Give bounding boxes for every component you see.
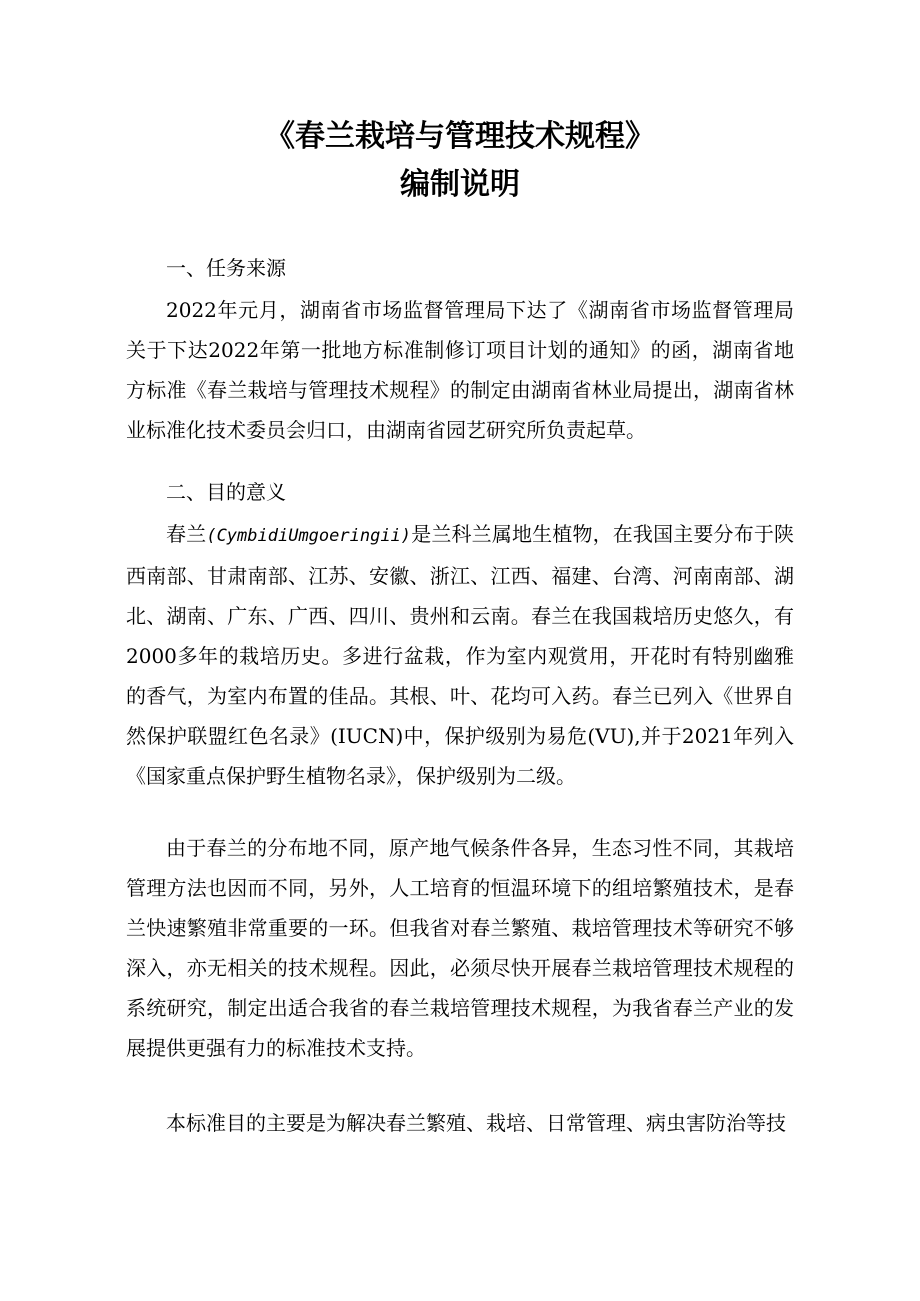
section-heading-purpose: 二、目的意义 xyxy=(166,480,286,504)
document-title: 《春兰栽培与管理技术规程》 xyxy=(265,119,655,154)
paragraph-purpose-goal: 本标准目的主要是为解决春兰繁殖、栽培、日常管理、病虫害防治等技 xyxy=(166,1111,786,1135)
section-heading-task-source: 一、任务来源 xyxy=(166,256,286,280)
paragraph-purpose-need: 由于春兰的分布地不同，原产地气候条件各异，生态习性不同，其栽培管理方法也因而不同，另外，人工培育的恒温环境下的组培繁殖技术，是春兰快速繁殖非常重要的一环。但我省对春兰繁殖、栽培管理技术等研究不够深入，亦无相关的技术规程。因此，必须尽快开展春兰栽培管理技术规程的系统研究，制定出适合我省的春兰栽培管理技术规程，为我省春兰产业的发展提供更强有力的标准技术支持。 xyxy=(126,836,794,1060)
paragraph-text: 春兰 xyxy=(166,522,207,546)
latin-name: (CymbidiUmgoeringii) xyxy=(206,526,412,546)
paragraph-text: 是兰科兰属地生植物，在我国主要分布于陕西南部、甘肃南部、江苏、安徽、浙江、江西、福建、台湾、河南南部、湖北、湖南、广东、广西、四川、贵州和云南。春兰在我国栽培历史悠久，有2000多年的栽培历史。多进行盆栽，作为室内观赏用，开花时有特别幽雅的香气，为室内布置的佳品。其根、叶、花均可入药。春兰已列入《世界自然保护联盟红色名录》(IUCN)中，保护级别为易危(VU),并于2021年列入《国家重点保护野生植物名录》，保护级别为二级。 xyxy=(126,522,795,788)
paragraph-task-source: 2022年元月，湖南省市场监督管理局下达了《湖南省市场监督管理局关于下达2022年第一批地方标准制修订项目计划的通知》的函，湖南省地方标准《春兰栽培与管理技术规程》的制定由湖南省林业局提出，湖南省林业标准化技术委员会归口，由湖南省园艺研究所负责起草。 xyxy=(126,298,794,442)
document-subtitle: 编制说明 xyxy=(400,167,520,202)
paragraph-purpose-intro xyxy=(126,514,794,796)
